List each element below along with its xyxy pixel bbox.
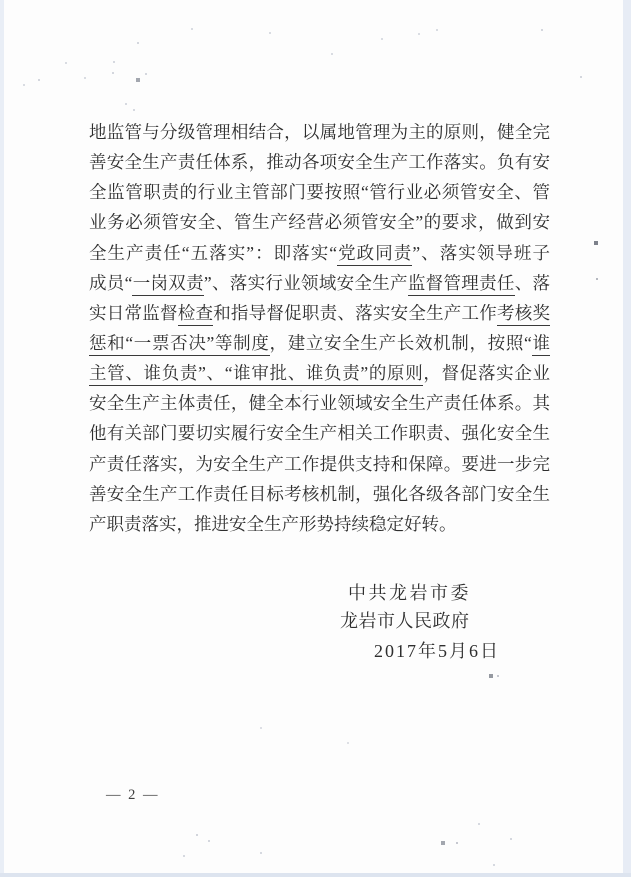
text-segment: 产责任落实，为安全生产工作提供支持和保障。要进一步完 <box>89 453 550 474</box>
scan-edge-bottom <box>0 873 631 877</box>
text-segment: 善安全生产工作责任目标考核机制，强化各级各部门安全生 <box>89 483 550 504</box>
underlined-text: 惩和“一票否决”等制度 <box>89 333 270 356</box>
text-segment: ”、落实领导班子 <box>412 242 550 263</box>
text-line <box>89 268 550 298</box>
text-line <box>89 328 550 358</box>
text-line <box>89 207 550 237</box>
body-text <box>89 117 550 539</box>
text-line <box>89 418 550 448</box>
underlined-text: 检查 <box>178 303 213 326</box>
text-segment: 他有关部门要切实履行安全生产相关工作职责、强化安全生 <box>89 423 550 444</box>
text-segment: ，建立安全生产长效机制，按照“ <box>269 332 532 353</box>
text-segment: 成员“ <box>89 272 133 293</box>
text-line <box>89 388 550 418</box>
underlined-text: 监督管理责任 <box>408 273 515 296</box>
text-line <box>89 479 550 509</box>
signature-org-party-committee: 中共龙岩市委 <box>348 583 471 603</box>
underlined-text: 考核奖 <box>497 303 550 326</box>
text-segment: 业务必须管安全、管生产经营必须管安全”的要求，做到安 <box>89 212 550 233</box>
underlined-text: 一岗双责 <box>132 273 204 296</box>
text-segment: 、落 <box>514 272 551 293</box>
text-line <box>89 238 550 268</box>
text-line <box>89 177 550 207</box>
text-line <box>89 358 550 388</box>
text-line <box>89 449 550 479</box>
text-segment: 安全生产主体责任，健全本行业领域安全生产责任体系。其 <box>89 393 550 414</box>
text-line <box>89 147 550 177</box>
text-segment: ”、落实行业领域安全生产 <box>203 272 408 293</box>
page-number: — 2 — <box>106 787 160 803</box>
text-segment: 全监管职责的行业主管部门要按照“管行业必须管安全、管 <box>89 182 550 203</box>
text-line <box>89 117 550 147</box>
text-segment: 善安全生产责任体系，推动各项安全生产工作落实。负有安 <box>89 152 550 173</box>
text-segment: 实日常监督 <box>89 302 178 323</box>
text-segment: 地监管与分级管理相结合，以属地管理为主的原则，健全完 <box>89 122 550 142</box>
text-line <box>89 298 550 328</box>
text-segment: ，督促落实企业 <box>423 363 551 384</box>
signature-org-peoples-government: 龙岩市人民政府 <box>340 611 470 631</box>
scan-edge-right <box>623 0 631 877</box>
text-segment: 和指导督促职责、落实安全生产工作 <box>213 302 498 323</box>
underlined-text: 主管、谁负责”、“谁审批、谁负责”的原则 <box>89 363 423 386</box>
underlined-text: 党政同责 <box>337 243 412 266</box>
scan-edge-left <box>0 0 4 877</box>
signature-date: 2017年5月6日 <box>374 641 500 661</box>
text-segment: 全生产责任“五落实”：即落实“ <box>89 242 338 263</box>
text-line <box>89 509 550 539</box>
text-segment: 产职责落实，推进安全生产形势持续稳定好转。 <box>89 513 457 534</box>
underlined-text: 谁 <box>532 333 550 356</box>
